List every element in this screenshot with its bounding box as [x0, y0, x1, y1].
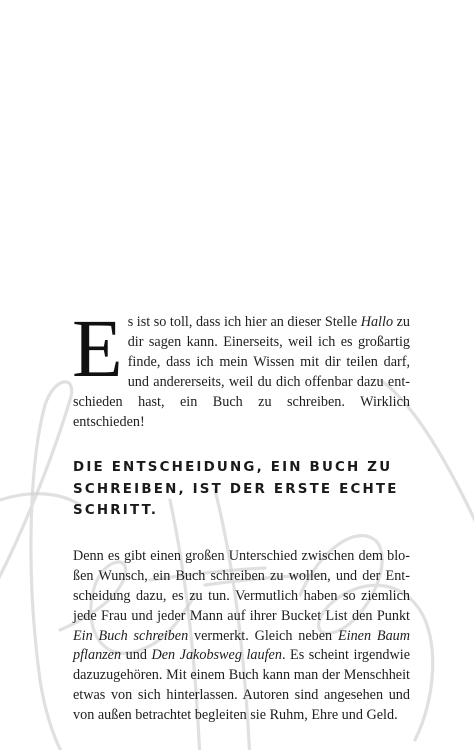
watermark-stroke-1 — [0, 382, 72, 750]
watermark-stroke-7 — [0, 494, 80, 505]
intro-text-part-2: zu dir sagen kann. Einerseits, weil ich es großartig finde, dass ich mein Wissen mit dir teilen darf, und andererseits, weil du dich offenbar dazu entschieden hast, ein Buch zu schreiben. Wirklich entschieden! — [73, 314, 410, 430]
section-heading — [73, 457, 410, 522]
intro-hallo-word: Hallo — [360, 314, 394, 330]
body-text-part-2: vermerkt. Gleich neben — [188, 627, 338, 644]
body-italic-den-jakobsweg-laufen: Den Jakobsweg laufen — [151, 647, 282, 664]
body-text-part-3: und — [121, 647, 152, 664]
body-paragraph — [73, 547, 410, 726]
intro-text-part-1: s ist so toll, dass ich hier an dieser Stelle — [127, 314, 361, 330]
section-heading-line-1: DIE ENTSCHEIDUNG, EIN BUCH ZU — [73, 460, 393, 476]
page-content — [72, 302, 410, 726]
section-heading-line-3: SCHRITT. — [73, 503, 159, 519]
drop-cap-letter: E — [72, 302, 123, 394]
section-heading-line-2: SCHREIBEN, IST DER ERSTE ECHTE — [73, 481, 399, 497]
body-italic-ein-buch-schreiben: Ein Buch schreiben — [73, 627, 189, 644]
intro-paragraph — [72, 302, 410, 432]
body-text-part-4: . Es scheint irgendwie dazuzugehören. Mit einem Buch kann man der Menschheit etwas von sich hinterlassen. Autoren sind angesehen und von außen betrachtet begleiten sie Ruhm, Ehre und Geld. — [73, 647, 410, 724]
body-italic-einen-baum-pflanzen: Einen Baum pflanzen — [73, 627, 410, 664]
body-text-part-1: Denn es gibt einen großen Unterschied zwischen dem bloßen Wunsch, ein Buch schreiben zu wollen, und der Entscheidung dazu, es zu tun. Vermutlich haben so ziemlich jede Frau und jeder Mann auf ihrer Bucket List den Punkt — [73, 547, 410, 624]
